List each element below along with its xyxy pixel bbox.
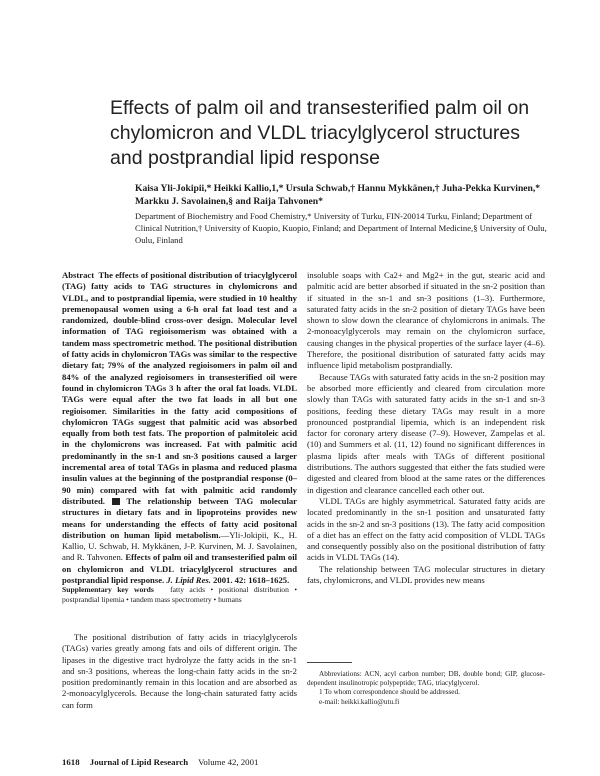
body-paragraph: VLDL TAGs are highly asymmetrical. Saturated fatty acids are located predominantly in the sn-1 position and unsaturated fatty acids in the sn-2 and sn-3 positions (13). The fatty acid composition of a diet has an effect on the fatty acid composition of VLDL TAGs and consequently possibly also on the positional distribution of fatty acids in VLDL TAGs (14). — [307, 495, 545, 563]
body-paragraph: Because TAGs with saturated fatty acids in the sn-2 position may be absorbed more efficiently and cleared from circulation more slowly than TAGs with saturated fatty acids in the sn-1 and sn-3 positions, feeding these dietary TAGs may result in a more pronounced postprandial lipemia, which is an independent risk factor for coronary artery disease (7–9). However, Zampelas et al. (10) and Summers et al. (11, 12) found no significant differences in plasma lipids after meals with TAGs of different positional distributions. The authors suggested that either the fats studied were digested and cleared from blood at the same rates or the differences in digestion and clearance cancelled each other out. — [307, 371, 545, 495]
footnote-correspondence: 1 To whom correspondence should be addressed. — [319, 688, 460, 697]
keywords — [62, 585, 297, 605]
page-number: 1618 — [62, 757, 80, 767]
keywords-text: fatty acids • positional distribution • postprandial lipemia • tandem mass spectrometry • humans — [62, 585, 297, 604]
abstract-text: The effects of positional distribution of triacylglycerol (TAG) fatty acids to TAG structures in chylomicrons and VLDL, and to postprandial lipemia, were studied in 10 healthy premenopausal women using a 6-h oral fat load test and a randomized, double-blind cross-over design. Molecular level information of TAG regioisomerism was obtained with a tandem mass spectrometric method. The positional distribution of fatty acids in chylomicron TAGs was similar to the respective dietary fat; 79% of the analyzed regioisomers in palm oil and 84% of the analyzed regioisomers in transesterified oil were found in chylomicron TAGs 3 h after the oral fat loads. VLDL TAGs were equal after the two fat loads in all but one regioisomer. Similarities in the fatty acid compositions of chylomicron TAGs suggest that palmitic acid was absorbed equally from both test fats. The proportion of palmitoleic acid in the chylomicrons was increased. Fat with palmitic acid predominantly in the sn-1 and sn-3 positions caused a larger incremental area of total TAGs in plasma and reduced plasma insulin values at the beginning of the postprandial response (0–90 min) compared with fat with palmitic acid randomly distributed. — [62, 270, 297, 506]
citation-journal: J. Lipid Res. — [166, 575, 211, 586]
page-footer — [62, 757, 266, 767]
footnote-abbreviations: Abbreviations: ACN, acyl carbon number; DB, double bond; GIP, glucose-dependent insulinotropic polypeptide; TAG, triacylglycerol. — [307, 670, 545, 688]
abstract-conclusion: The relationship between TAG molecular structures in dietary fats and in lipoproteins provides new means for understanding the effects of fatty acid positonal distribution on human lipid metabolism. — [62, 495, 297, 540]
figure-link-icon[interactable] — [112, 498, 120, 505]
affiliations: Department of Biochemistry and Food Chemistry,* University of Turku, FIN-20014 Turku, Finland; Department of Clinical Nutrition,† University of Kuopio, Kuopio, Finland; and Department of Internal Medicine,§ University of Oulu, Oulu, Finland — [135, 211, 547, 245]
footnotes — [307, 670, 545, 707]
journal-name: Journal of Lipid Research — [89, 757, 189, 767]
body-paragraph: The relationship between TAG molecular structures in dietary fats, chylomicrons, and VLDL provides new means — [307, 563, 545, 586]
footnote-rule — [307, 662, 352, 663]
body-paragraph: insoluble soaps with Ca2+ and Mg2+ in the gut, stearic acid and palmitic acid are better absorbed if situated in the sn-2 position than if situated in the sn-1 and sn-3 positions (1–3). Furthermore, saturated fatty acids in the sn-2 position of dietary TAGs have been shown to slow down the clearance of chylomicrons in animals. The 2-monoacylglycerols may remain on the chylomicron surface, causing changes in the physical properties of the surface layer (4–6). Therefore, the positional distribution of saturated fatty acids may influence lipid metabolism postprandially. — [307, 270, 545, 371]
keywords-label: Supplementary key words — [62, 585, 154, 594]
footnote-email: e-mail: heikki.kallio@utu.fi — [319, 697, 400, 706]
abstract — [62, 270, 297, 586]
volume-info: Volume 42, 2001 — [198, 757, 259, 767]
left-body — [62, 632, 297, 711]
article-title: Effects of palm oil and transesterified palm oil on chylomicron and VLDL triacylglycerol structures and postprandial lipid response — [110, 97, 530, 169]
author-list: Kaisa Yli-Jokipii,* Heikki Kallio,1,* Ursula Schwab,† Hannu Mykkänen,† Juha-Pekka Kurvinen,* Markku J. Savolainen,§ and Raija Tahvonen* — [135, 183, 541, 207]
citation-authors: —Yli-Jokipii, K., H. Kallio, U. Schwab, H. Mykkänen, J-P. Kurvinen, M. J. Savolainen, and R. Tahvonen. — [62, 529, 297, 563]
citation-end: 2001. 42: 1618–1625. — [213, 575, 290, 586]
citation-title: Effects of palm oil and transesterified palm oil on chylomicron and VLDL triacylglycerol structures and postprandial lipid response. — [62, 552, 298, 586]
intro-paragraph: The positional distribution of fatty acids in triacylglycerols (TAGs) varies greatly among fats and oils of different origin. The lipases in the digestive tract hydrolyze the fatty acids in the sn-1 and sn-3 positions, whereas the long-chain fatty acids in the sn-2 position predominantly remain in this location and are absorbed as 2-monoacylglycerols. Because the long-chain saturated fatty acids can form — [62, 632, 297, 710]
abstract-label: Abstract — [62, 270, 95, 280]
right-body — [307, 270, 545, 586]
